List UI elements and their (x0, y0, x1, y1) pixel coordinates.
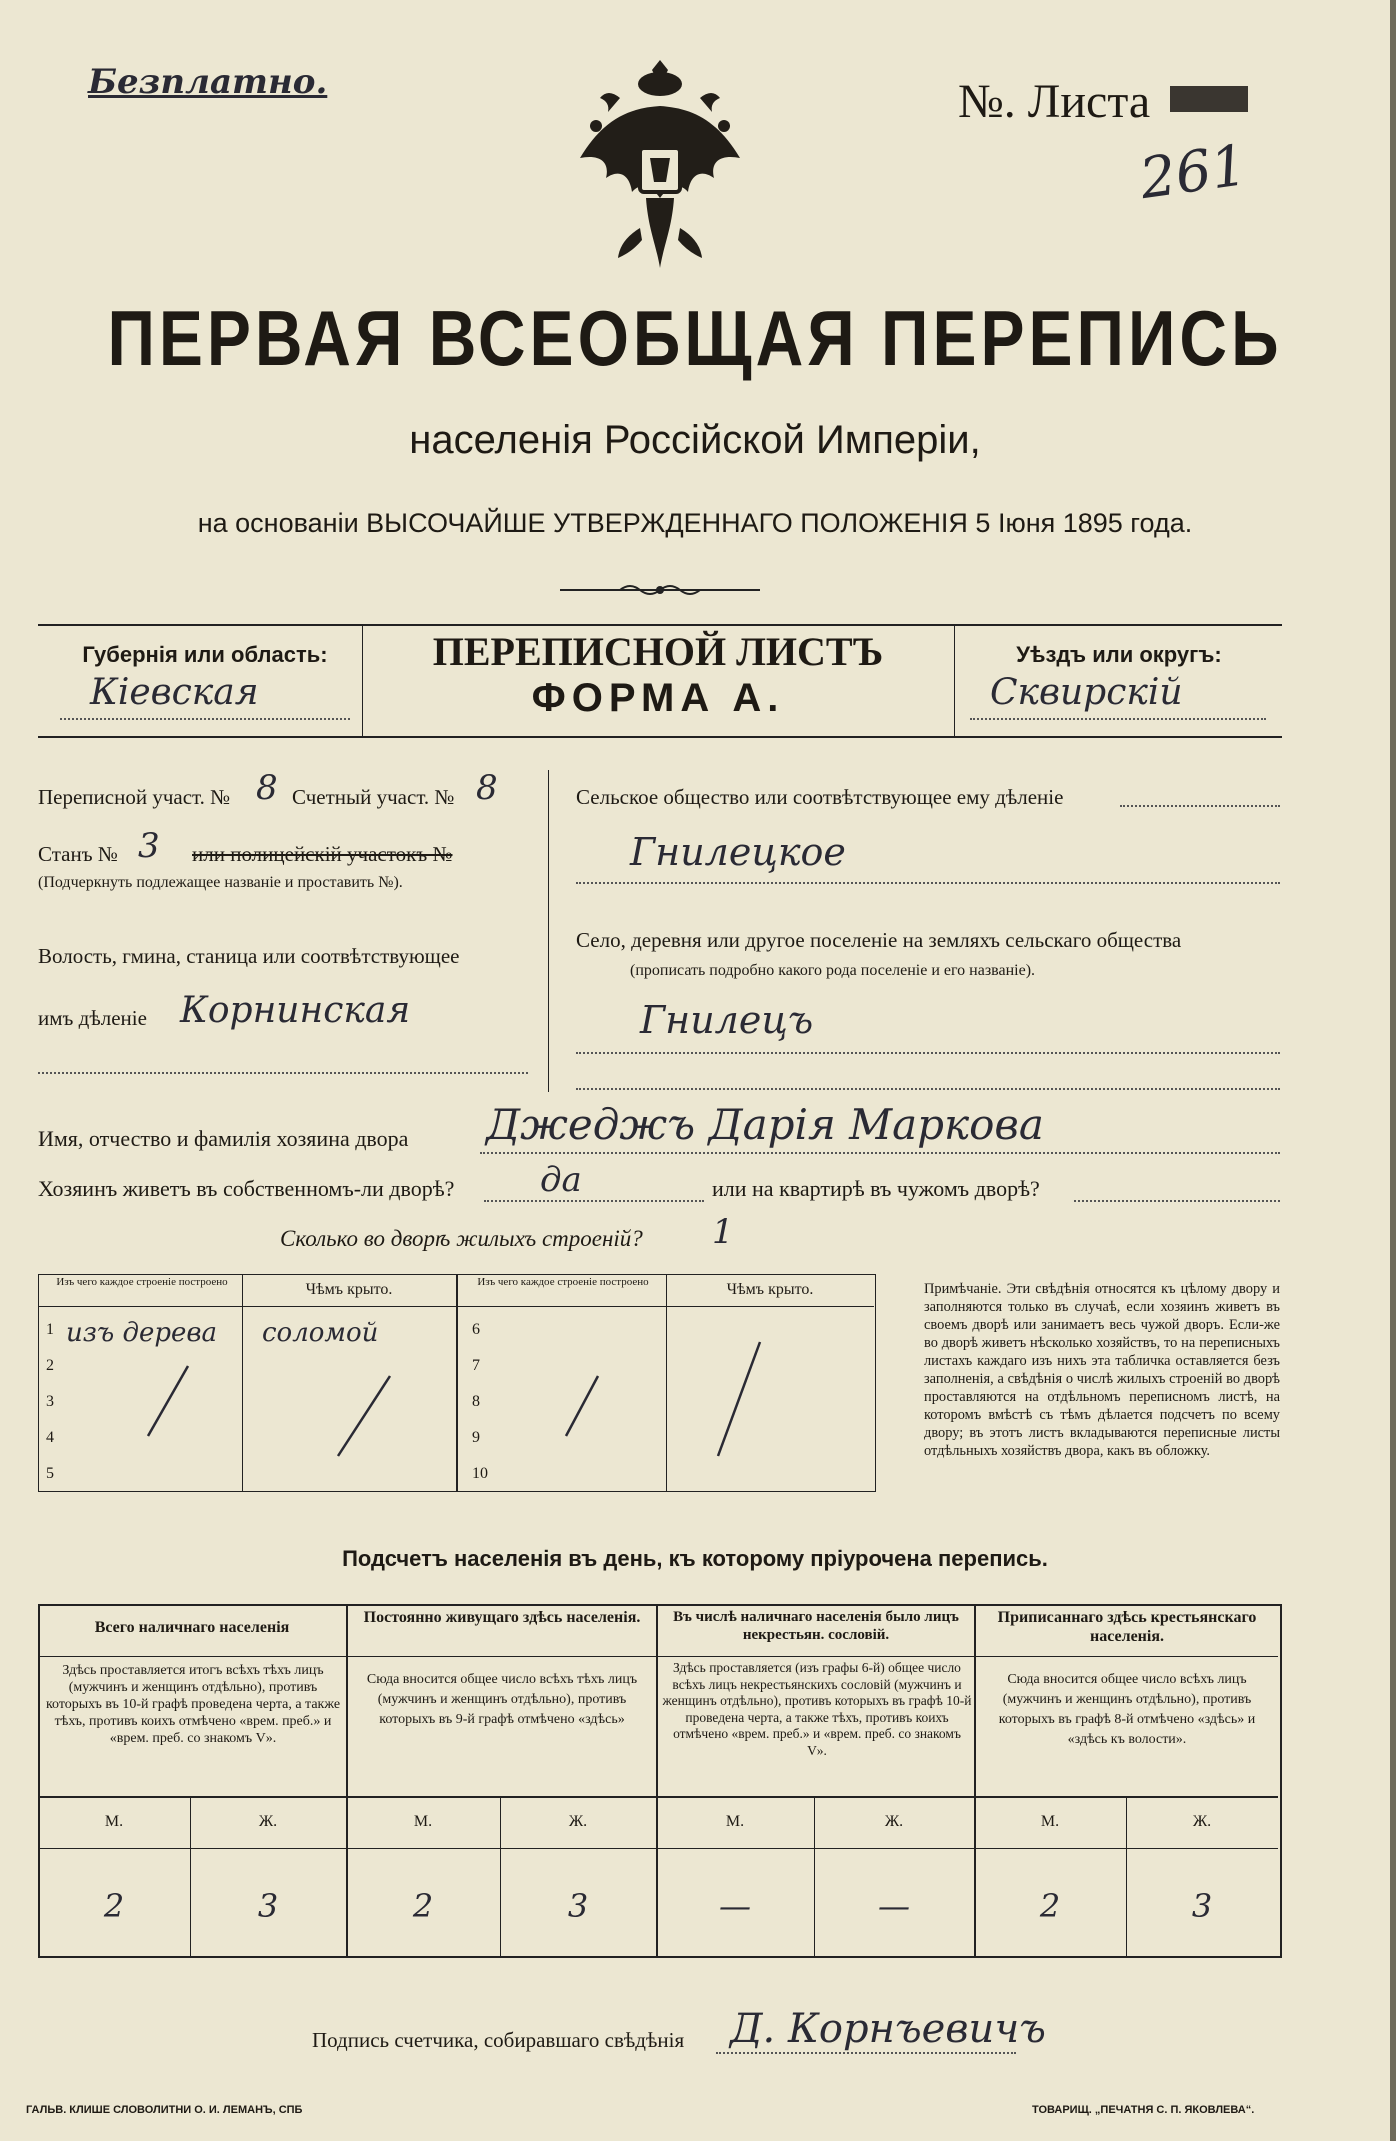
own-yard-label: Хозяинъ живетъ въ собственномъ-ли дворѣ? (38, 1176, 455, 1201)
count-permanent-f: 3 (567, 1887, 589, 1925)
free-label: Безплатно. (88, 62, 328, 102)
stan-label: Станъ № (38, 842, 118, 866)
count-plot-label: Счетный участ. № (292, 785, 455, 809)
dotted-line (480, 1152, 1280, 1154)
count-col2-desc: Сюда вносится общее число всѣхъ тѣхъ лицъ (мужчинъ и женщинъ отдѣльно), противъ которыхъ въ 9-й графѣ отмѣчено «здѣсь» (366, 1672, 638, 1727)
society-label: Сельское общество или соотвѣтствующее ему дѣленіе (576, 785, 1064, 809)
volost-label-2: имъ дѣленіе (38, 1006, 147, 1030)
count-registered-m: 2 (1039, 1887, 1061, 1925)
rule (38, 736, 1282, 738)
volost-value: Корнинская (180, 990, 411, 1031)
subtitle: населенія Россійской Имперіи, (409, 418, 981, 462)
footnote: Примѣчаніе. Эти свѣдѣнія относятся къ цѣлому двору и заполняются только въ случаѣ, если хозяинъ живетъ въ своемъ дворѣ или занимаетъ весь чужой дворъ. Если-же во дворѣ живетъ нѣсколько хозяйствъ, то на переписныхъ листахъ каждаго изъ нихъ эта табличка оставляется безъ заполненія, а свѣдѣнія о числѣ жилыхъ строеній во дворѣ проставляются на отдѣльномъ переписномъ листѣ, на которомъ вмѣстѣ съ тѣмъ дѣлается подсчетъ по всему двору; въ этотъ листъ вкладываются переписные листы отдѣльныхъ хозяйствъ двора, какъ въ обложку. (924, 1281, 1280, 1459)
count-col2-header: Постоянно живущаго здѣсь населенія. (363, 1609, 641, 1626)
row1-material: изъ дерева (66, 1318, 218, 1348)
dotted-line (970, 718, 1266, 720)
f-label: Ж. (258, 1813, 278, 1830)
count-registered-f: 3 (1191, 1887, 1213, 1925)
col-roof-header-2: Чѣмъ крыто. (726, 1281, 814, 1298)
count-col4-header: Приписаннаго здѣсь крестьянскаго населенія. (997, 1609, 1257, 1645)
f-label: Ж. (1192, 1813, 1212, 1830)
col-roof-header: Чѣмъ крыто. (305, 1281, 393, 1298)
society-value: Гнилецкое (630, 830, 846, 874)
count-nonpeasant-m: — (719, 1887, 751, 1925)
count-permanent-m: 2 (412, 1887, 434, 1925)
dotted-line (576, 1088, 1280, 1090)
printer-right: ТОВАРИЩ. „ПЕЧАТНЯ С. П. ЯКОВЛЕВА“. (1032, 2104, 1255, 2116)
census-plot-label: Переписной участ. № (38, 785, 231, 809)
printer-left: ГАЛЬВ. КЛИШЕ СЛОВОЛИТНИ О. И. ЛЕМАНЪ, СПБ (26, 2104, 303, 2116)
row-number: 4 (46, 1429, 54, 1446)
dotted-line (576, 1052, 1280, 1054)
m-label: М. (725, 1813, 745, 1830)
signature-label: Подпись счетчика, собиравшаго свѣдѣнія (312, 2028, 685, 2052)
count-nonpeasant-f: — (878, 1887, 910, 1925)
count-col3-desc: Здѣсь проставляется (изъ графы 6-й) общее число всѣхъ лицъ некрестьянскихъ сословій (мужчинъ и женщинъ отдѣльно), противъ которыхъ въ графѣ 10-й проведена черта, а также тѣхъ, противъ коихъ отмѣчено «врем. преб.» и «врем. преб. со знакомъ V». (662, 1660, 972, 1758)
row-number: 2 (46, 1357, 54, 1374)
rule (548, 770, 549, 1092)
count-total-f: 3 (257, 1887, 279, 1925)
province-value: Кіевская (90, 672, 259, 713)
dotted-line (1120, 805, 1280, 807)
count-col1-header: Всего наличнаго населенія (94, 1619, 290, 1636)
dotted-line (716, 2052, 1016, 2054)
district-value: Сквирскій (990, 672, 1183, 713)
buildings-value: 1 (712, 1212, 734, 1252)
dotted-line (38, 1072, 528, 1074)
count-col3-header: Въ числѣ наличнаго населенія было лицъ некрестьян. сословій. (673, 1609, 959, 1643)
f-label: Ж. (884, 1813, 904, 1830)
volost-label: Волость, гмина, станица или соотвѣтствующее (38, 944, 460, 968)
f-label: Ж. (568, 1813, 588, 1830)
form-subtitle: ФОРМА А. (531, 676, 785, 720)
row-number: 10 (472, 1465, 488, 1482)
dotted-line (484, 1200, 704, 1202)
district-label: Уѣздъ или округъ: (1016, 642, 1222, 667)
sheet-number-hand: 261 (1135, 132, 1251, 213)
police-label: или полицейскій участокъ № (192, 842, 453, 866)
dotted-line (576, 882, 1280, 884)
count-plot-value: 8 (476, 768, 498, 808)
count-total-m: 2 (103, 1887, 125, 1925)
underline-note: (Подчеркнуть подлежащее названіе и проставить №). (38, 874, 403, 891)
col-material-header-2: Изъ чего каждое строеніе построено (477, 1276, 649, 1288)
rule (38, 624, 1282, 626)
buildings-label: Сколько во дворѣ жилыхъ строеній? (280, 1226, 643, 1251)
form-title: ПЕРЕПИСНОЙ ЛИСТЪ (432, 629, 884, 674)
rule (38, 1656, 1278, 1657)
village-note: (прописать подробно какого рода поселеніе и его названіе). (630, 962, 1036, 979)
count-col1-desc: Здѣсь проставляется итогъ всѣхъ тѣхъ лицъ (мужчинъ и женщинъ отдѣльно), противъ которыхъ въ 10-й графѣ проведена черта, а также тѣхъ, противъ коихъ отмѣчено «врем. преб.» и «врем. преб. со знакомъ V». (45, 1663, 341, 1746)
row-number: 5 (46, 1465, 54, 1482)
province-label: Губернія или область: (82, 642, 328, 667)
row-number: 6 (472, 1321, 480, 1338)
stamp-mark (1170, 86, 1248, 112)
count-col4-desc: Сюда вносится общее число всѣхъ лицъ (мужчинъ и женщинъ отдѣльно), противъ которыхъ въ графѣ 8-й отмѣчено «здѣсь» и «здѣсь къ волости». (998, 1672, 1256, 1747)
row-number: 7 (472, 1357, 480, 1374)
row-number: 9 (472, 1429, 480, 1446)
stan-value: 3 (138, 826, 160, 866)
ornament-divider-icon (560, 580, 760, 600)
row1-roof: соломой (262, 1318, 379, 1348)
row-number: 3 (46, 1393, 54, 1410)
signature-value: Д. Корнъевичъ (730, 2006, 1046, 2052)
rule (38, 1796, 1278, 1798)
m-label: М. (104, 1813, 124, 1830)
count-title: Подсчетъ населенія въ день, къ которому пріурочена перепись. (342, 1546, 1048, 1571)
rent-label: или на квартирѣ въ чужомъ дворѣ? (712, 1176, 1040, 1201)
row-number: 1 (46, 1321, 54, 1338)
village-label: Село, деревня или другое поселеніе на земляхъ сельскаго общества (576, 928, 1182, 952)
main-title: ПЕРВАЯ ВСЕОБЩАЯ ПЕРЕПИСЬ (107, 294, 1283, 382)
m-label: М. (1040, 1813, 1060, 1830)
rule (38, 1848, 1278, 1849)
sheet-number-label: №. Листа (958, 75, 1151, 128)
col-material-header: Изъ чего каждое строеніе построено (56, 1276, 228, 1288)
own-yard-value: да (540, 1160, 582, 1200)
row-number: 8 (472, 1393, 480, 1410)
owner-name-label: Имя, отчество и фамилія хозяина двора (38, 1126, 409, 1151)
dotted-line (1074, 1200, 1280, 1202)
legal-basis: на основаніи ВЫСОЧАЙШЕ УТВЕРЖДЕННАГО ПОЛОЖЕНІЯ 5 Іюня 1895 года. (197, 508, 1193, 538)
m-label: М. (413, 1813, 433, 1830)
owner-name-value: Джеджъ Дарія Маркова (486, 1100, 1044, 1149)
strike-marks (38, 1306, 874, 1490)
coat-of-arms-eagle-icon (560, 58, 760, 278)
census-plot-value: 8 (256, 768, 278, 808)
village-value: Гнилецъ (640, 998, 814, 1042)
rule (954, 624, 955, 736)
dotted-line (60, 718, 350, 720)
